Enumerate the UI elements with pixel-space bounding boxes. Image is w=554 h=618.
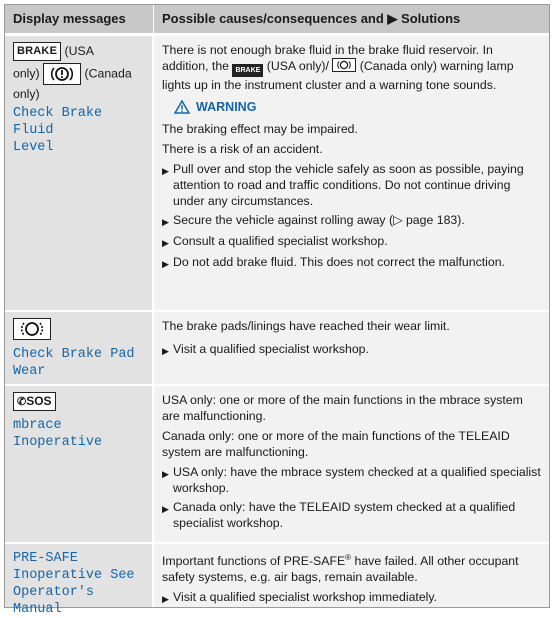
table-row [5, 34, 549, 310]
warning-triangle-icon [174, 100, 190, 114]
warning-text-1: The braking effect may be impaired. [162, 122, 358, 136]
usa-only-label: only) [13, 66, 40, 81]
phone-icon: ✆ [17, 396, 27, 408]
bullet-arrow-icon: ▶ [162, 259, 169, 269]
cause-text: The brake pads/linings have reached their wear limit. [162, 319, 450, 333]
display-message-cell [5, 386, 154, 542]
bullet-arrow-icon: ▶ [162, 504, 169, 514]
message-check-brake-pad: Check Brake Pad Wear [13, 347, 135, 379]
causes-cell [154, 386, 549, 542]
sos-icon: ✆SOS [13, 392, 56, 411]
bullet-arrow-icon: ▶ [162, 238, 169, 248]
display-messages-table [4, 4, 550, 617]
brake-lamp-icon: BRAKE [13, 42, 61, 61]
cause-text-usa: USA only: one or more of the main functions in the mbrace system are malfunctioning. [162, 393, 523, 423]
list-item: ▶ USA only: have the mbrace system checked at a qualified specialist workshop. [162, 465, 541, 495]
table-row [5, 384, 549, 542]
warning-text-2: There is a risk of an accident. [162, 142, 323, 156]
bullet-arrow-icon: ▶ [162, 594, 169, 605]
display-message-cell [5, 36, 154, 310]
bullet-arrow-icon: ▶ [162, 469, 169, 479]
list-item: ▶ Do not add brake fluid. This does not correct the malfunction. [162, 254, 541, 272]
message-pre-safe-inoperative: PRE-SAFE Inoperative See Operator's Manual [13, 551, 135, 617]
list-item: ▶ Consult a qualified specialist workshop. [162, 233, 541, 251]
list-item: ▶ Pull over and stop the vehicle safely as soon as possible, paying attention to road and traffic conditions. Do not continue driving under any circumstances. [162, 162, 524, 208]
header-display-messages: Display messages [5, 5, 154, 33]
canada-only-label: only) [13, 87, 40, 102]
display-message-cell [5, 312, 154, 384]
bullet-arrow-icon: ▶ [162, 217, 169, 227]
causes-cell [154, 312, 549, 384]
header-causes-solutions: Possible causes/consequences and ▶ Solutions [162, 11, 461, 26]
usa-label: (USA [64, 44, 94, 58]
bullet-arrow-icon: ▶ [162, 166, 169, 176]
table-row [5, 310, 549, 384]
brake-lamp-small-icon: BRAKE [232, 64, 263, 77]
message-mbrace-inoperative: mbrace Inoperative [13, 418, 103, 450]
message-check-brake-fluid: Check Brake Fluid Level [13, 106, 103, 156]
causes-cell [154, 544, 549, 607]
warning-heading: WARNING [174, 99, 541, 115]
brake-warning-lamp-icon [43, 63, 81, 85]
list-item: ▶ Secure the vehicle against rolling away (▷ page 183). [162, 212, 541, 230]
cause-text: There is not enough brake fluid in the brake fluid reservoir. In addition, the BRAKE (USA only)/ (Canada only) warning lamp lights up in the instrument cluster and a warning tone sounds. [162, 43, 514, 92]
list-item: ▶ Visit a qualified specialist workshop. [162, 341, 541, 359]
brake-warning-lamp-small-icon [332, 58, 356, 72]
brake-pad-wear-icon [13, 318, 51, 340]
list-item: ▶ Canada only: have the TELEAID system checked at a qualified specialist workshop. [162, 500, 516, 530]
display-message-cell [5, 544, 154, 617]
cause-text-canada: Canada only: one or more of the main functions of the TELEAID system are malfunctioning. [162, 429, 510, 459]
bullet-arrow-icon: ▶ [162, 346, 169, 356]
table-header [5, 5, 549, 34]
causes-cell [154, 36, 549, 310]
canada-label: (Canada [84, 66, 132, 81]
cause-text: Important functions of PRE-SAFE® have failed. All other occupant safety systems, e.g. air bags, remain available. [162, 553, 519, 585]
list-item: ▶ Visit a qualified specialist workshop immediately. [162, 589, 541, 607]
table-row [5, 542, 549, 617]
